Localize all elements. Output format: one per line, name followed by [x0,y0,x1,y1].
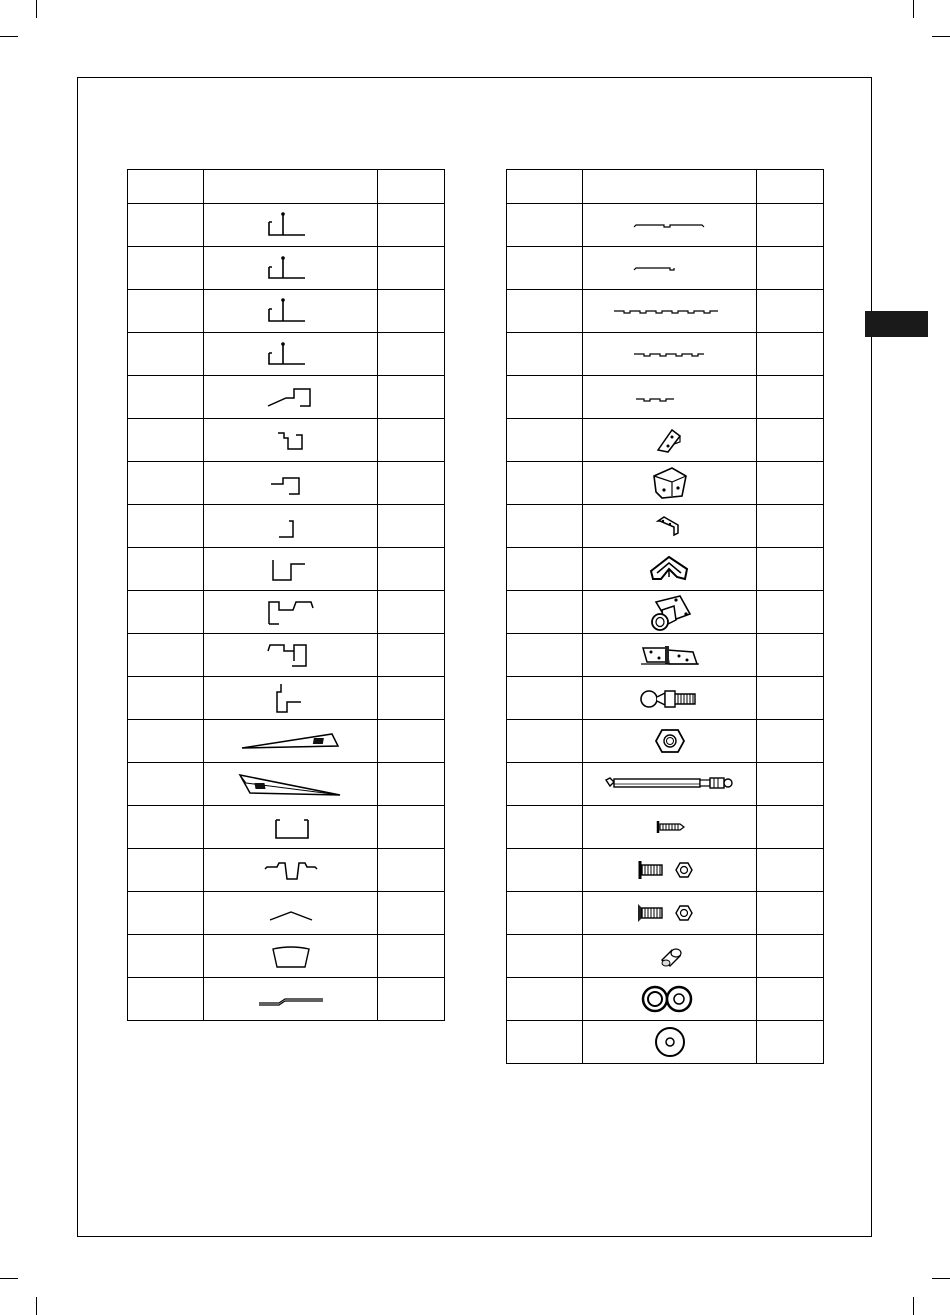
table-row [507,1021,824,1064]
l-bracket-profile-icon [261,253,321,283]
corner-plate-icon [650,422,690,458]
table-row [507,419,824,462]
header-cell [583,170,757,204]
table-row [507,978,824,1021]
crop-mark [0,36,18,37]
table-header-row [128,170,445,204]
section-tab [865,311,928,337]
table-row [128,290,445,333]
header-cell [507,170,583,204]
left-parts-table [127,169,445,1021]
crop-mark [932,36,950,37]
double-channel-profile-icon [256,639,326,671]
bolt-and-nut-icon [630,857,710,883]
header-cell [204,170,378,204]
s-profile-icon [261,680,321,716]
table-row [128,935,445,978]
table-row [507,333,824,376]
step-profile-icon [256,382,326,412]
table-row [507,591,824,634]
hinge-icon [635,640,705,670]
angle-clip-icon [648,511,692,541]
wedge-panel-mirrored-icon [236,769,346,799]
table-row [507,677,824,720]
hat-profile-icon [259,855,323,885]
table-row [128,806,445,849]
header-cell [757,170,824,204]
crop-mark [36,1297,37,1315]
end-cap-icon [652,942,688,970]
crop-mark [913,1297,914,1315]
arch-profile-icon [256,898,326,928]
right-parts-table [506,169,824,1064]
table-row [507,763,824,806]
gas-strut-icon [600,772,740,796]
small-hook-profile-icon [266,425,316,455]
table-row [507,247,824,290]
l-bracket-profile-icon [261,296,321,326]
grommet-icon [635,981,705,1017]
table-row [128,548,445,591]
corner-connector-icon [647,551,693,587]
hook-profile-icon [261,468,321,498]
table-row [128,204,445,247]
table-row [128,505,445,548]
table-row [507,892,824,935]
u-channel-profile-icon [261,554,321,584]
table-row [507,720,824,763]
table-row [507,935,824,978]
long-rail-icon [630,215,710,235]
short-rail-icon [630,258,710,278]
crop-mark [932,1278,950,1279]
countersunk-bolt-and-nut-icon [630,900,710,926]
table-row [128,333,445,376]
table-row [507,204,824,247]
table-row [128,849,445,892]
table-row [507,806,824,849]
u-bracket-profile-icon [266,812,316,842]
crop-mark [0,1278,18,1279]
header-cell [128,170,204,204]
table-row [128,462,445,505]
table-row [128,720,445,763]
table-row [128,677,445,720]
flat-bar-icon [251,987,331,1011]
table-row [128,892,445,935]
table-row [507,849,824,892]
table-row [507,290,824,333]
table-row [507,634,824,677]
wave-channel-profile-icon [259,596,323,628]
table-row [128,978,445,1021]
washer-icon [650,1023,690,1061]
table-row [128,419,445,462]
crop-mark [913,0,914,18]
table-row [128,247,445,290]
header-cell [378,170,445,204]
pipe-flange-icon [642,592,698,632]
table-row [128,376,445,419]
table-row [128,591,445,634]
short-notched-rail-icon [630,387,710,407]
trapezoid-cap-icon [261,941,321,971]
table-row [507,376,824,419]
screw-icon [650,815,690,839]
wedge-panel-icon [236,726,346,756]
long-notched-rail-icon [610,301,730,321]
table-row [128,763,445,806]
corner-block-icon [648,464,692,502]
table-row [507,505,824,548]
medium-notched-rail-icon [630,344,710,364]
table-header-row [507,170,824,204]
table-row [507,548,824,591]
table-row [128,634,445,677]
hex-nut-icon [650,724,690,758]
ball-stud-icon [635,681,705,715]
table-row [507,462,824,505]
crop-mark [36,0,37,18]
l-bracket-profile-icon [261,339,321,369]
l-bracket-profile-icon [261,210,321,240]
small-j-profile-icon [271,511,311,541]
